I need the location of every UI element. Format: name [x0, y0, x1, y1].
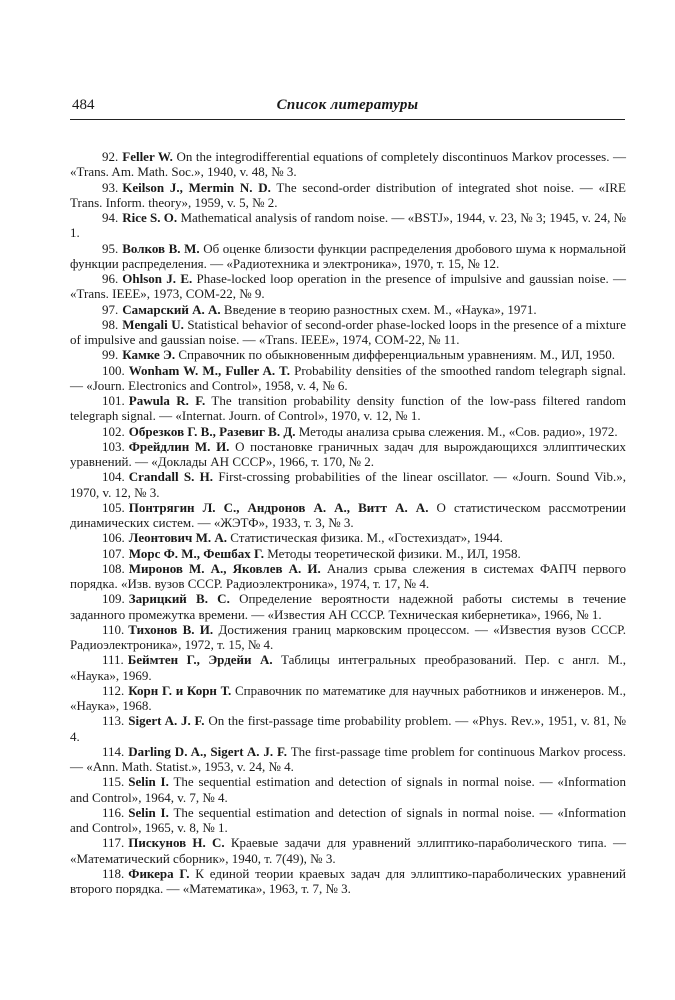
reference-text: The sequential estimation and detection of signals in normal noise. — «Information and Control», 1965, v. 8, № 1. [70, 804, 626, 835]
reference-item [70, 317, 626, 348]
reference-authors: Фрейдлин М. И. [128, 438, 230, 454]
reference-authors: Selin I. [128, 774, 169, 790]
page-number: 484 [72, 97, 95, 113]
reference-text: The second-order distribution of integrated shot noise. — «IRE Trans. Inform. theory», 1959, v. 5, № 2. [70, 179, 626, 210]
reference-authors: Wonham W. M., Fuller A. T. [128, 362, 290, 378]
reference-authors: Keilson J., Mermin N. D. [122, 179, 271, 195]
reference-text: Probability densities of the smoothed random telegraph signal. — «Journ. Electronics and Control», 1958, v. 4, № 6. [70, 362, 626, 393]
reference-number: 100. [102, 362, 125, 378]
reference-authors: Волков В. М. [122, 240, 200, 256]
reference-authors: Mengali U. [122, 316, 184, 332]
reference-authors: Пискунов Н. С. [128, 835, 225, 851]
reference-text: On the first-passage time probability problem. — «Phys. Rev.», 1951, v. 81, № 4. [70, 713, 626, 744]
reference-number: 105. [102, 499, 125, 515]
reference-item [70, 393, 626, 424]
page-header [70, 93, 625, 120]
reference-number: 107. [102, 545, 125, 561]
reference-text: Phase-locked loop operation in the presence of impulsive and gaussian noise. — «Trans. IEEE», 1973, COM-22, № 9. [70, 271, 627, 302]
reference-text: Справочник по обыкновенным дифференциальным уравнениям. М., ИЛ, 1950. [178, 347, 616, 363]
reference-item [70, 835, 626, 866]
reference-item [70, 561, 626, 592]
reference-text: On the integrodifferential equations of completely discontinuos Markov processes. — «Trans. Am. Math. Soc.», 1940, v. 48, № 3. [70, 149, 627, 180]
reference-authors: Беймтен Г., Эрдейи А. [127, 652, 273, 668]
reference-text: First-crossing probabilities of the linear oscillator. — «Journ. Sound Vib.», 1970, v. 12, № 3. [70, 469, 627, 500]
reference-text: Анализ срыва слежения в системах ФАПЧ первого порядка. «Изв. вузов СССР. Радиоэлектроника», 1974, т. 17, № 4. [70, 560, 627, 591]
reference-item [70, 424, 626, 439]
reference-text: The sequential estimation and detection of signals in normal noise. — «Information and Control», 1964, v. 7, № 4. [70, 774, 626, 805]
reference-text: Таблицы интегральных преобразований. Пер. с англ. М., «Наука», 1969. [70, 652, 627, 683]
reference-item [70, 500, 626, 531]
reference-text: Введение в теорию разностных схем. М., «Наука», 1971. [223, 301, 537, 317]
reference-number: 111. [102, 652, 124, 668]
reference-authors: Самарский А. А. [122, 301, 221, 317]
reference-number: 117. [102, 835, 125, 851]
reference-number: 112. [102, 682, 125, 698]
reference-authors: Ohlson J. E. [122, 271, 193, 286]
reference-item [70, 180, 626, 211]
reference-text: The first-passage time problem for continuous Markov process. — «Ann. Math. Statist.», 1953, v. 24, № 4. [70, 743, 626, 774]
reference-item [70, 530, 626, 545]
reference-authors: Selin I. [128, 804, 169, 820]
reference-authors: Rice S. O. [122, 210, 178, 225]
reference-number: 108. [102, 560, 125, 576]
reference-text: Справочник по математике для научных работников и инженеров. М., «Наука», 1968. [70, 682, 626, 713]
reference-authors: Crandall S. H. [128, 469, 214, 485]
reference-number: 103. [102, 438, 125, 454]
running-title: Список литературы [276, 97, 419, 113]
reference-authors: Понтрягин Л. С., Андронов А. А., Витт А. А. [128, 499, 429, 515]
reference-text: Статистическая физика. М., «Гостехиздат», 1944. [230, 530, 503, 546]
reference-authors: Обрезков Г. В., Разевиг В. Д. [128, 423, 296, 439]
reference-item [70, 149, 626, 180]
reference-item [70, 439, 626, 470]
reference-item [70, 363, 626, 394]
reference-text: Краевые задачи для уравнений эллиптико-параболического типа. — «Математический сборник», 1940, т. 7(49), № 3. [70, 835, 626, 866]
reference-authors: Pawula R. F. [128, 393, 206, 408]
reference-number: 93. [102, 179, 119, 195]
reference-number: 109. [102, 591, 125, 607]
reference-authors: Камке Э. [122, 347, 176, 363]
reference-number: 110. [102, 621, 125, 637]
reference-number: 101. [102, 393, 125, 408]
reference-authors: Корн Г. и Корн Т. [128, 682, 232, 698]
reference-item [70, 210, 626, 241]
reference-item [70, 469, 626, 500]
reference-number: 113. [102, 713, 125, 729]
reference-authors: Тихонов В. И. [128, 621, 214, 637]
reference-text: К единой теории краевых задач для эллиптико-параболических уравнений второго порядка. — «Математика», 1963, т. 7, № 3. [70, 865, 626, 896]
reference-number: 99. [102, 347, 119, 363]
reference-item [70, 866, 626, 897]
reference-number: 92. [102, 149, 119, 164]
reference-authors: Darling D. A., Sigert A. J. F. [128, 743, 288, 759]
reference-number: 96. [102, 271, 119, 286]
reference-number: 95. [102, 240, 119, 256]
reference-text: Достижения границ марковским процессом. — «Известия вузов СССР. Радиоэлектроника», 1972, т. 15, № 4. [70, 621, 627, 652]
reference-number: 104. [102, 469, 125, 485]
reference-item [70, 683, 626, 714]
reference-text: Mathematical analysis of random noise. — «BSTJ», 1944, v. 23, № 3; 1945, v. 24, № 1. [70, 210, 627, 241]
reference-list [70, 149, 626, 896]
reference-authors: Морс Ф. М., Фешбах Г. [128, 545, 264, 561]
reference-number: 116. [102, 804, 125, 820]
reference-item [70, 774, 626, 805]
reference-item [70, 805, 626, 836]
reference-text: Statistical behavior of second-order phase-locked loops in the presence of a mixture of impulsive and gaussian noise. — «Trans. IEEE», 1974, COM-22, № 11. [70, 316, 627, 347]
reference-authors: Feller W. [122, 149, 173, 164]
reference-number: 98. [102, 316, 119, 332]
reference-number: 114. [102, 743, 125, 759]
reference-authors: Миронов М. А., Яковлев А. И. [128, 560, 321, 576]
reference-item [70, 622, 626, 653]
reference-text: Об оценке близости функции распределения дробового шума к нормальной функции распределения. — «Радиотехника и электроника», 1970, т. 15, № 12. [70, 240, 626, 271]
reference-item [70, 652, 626, 683]
reference-number: 94. [102, 210, 119, 225]
reference-item [70, 271, 626, 302]
reference-number: 115. [102, 774, 125, 790]
reference-number: 97. [102, 301, 119, 317]
reference-item [70, 241, 626, 272]
reference-number: 118. [102, 865, 125, 881]
reference-authors: Зарицкий В. С. [128, 591, 230, 607]
reference-item [70, 347, 626, 362]
reference-item [70, 744, 626, 775]
reference-text: Определение вероятности надежной работы системы в течение заданного промежутка времени. — «Известия АН СССР. Техническая кибернетика», 1966, № 1. [70, 591, 627, 622]
reference-authors: Фикера Г. [128, 865, 190, 881]
reference-item [70, 591, 626, 622]
reference-authors: Леонтович М. А. [128, 530, 227, 546]
reference-item [70, 713, 626, 744]
reference-text: О постановке граничных задач для вырождающихся эллиптических уравнений. — «Доклады АН СССР», 1966, т. 170, № 2. [70, 438, 627, 469]
reference-item [70, 302, 626, 317]
reference-text: О статистическом рассмотрении динамических систем. — «ЖЭТФ», 1933, т. 3, № 3. [70, 499, 626, 530]
reference-text: The transition probability density function of the low-pass filtered random telegraph signal. — «Internat. Journ. of Control», 1970, v. 12, № 1. [70, 393, 626, 424]
reference-item [70, 546, 626, 561]
reference-text: Методы анализа срыва слежения. М., «Сов. радио», 1972. [298, 423, 618, 439]
reference-text: Методы теоретической физики. М., ИЛ, 1958. [267, 545, 521, 561]
reference-number: 106. [102, 530, 125, 546]
reference-authors: Sigert A. J. F. [128, 713, 205, 729]
reference-number: 102. [102, 423, 125, 439]
